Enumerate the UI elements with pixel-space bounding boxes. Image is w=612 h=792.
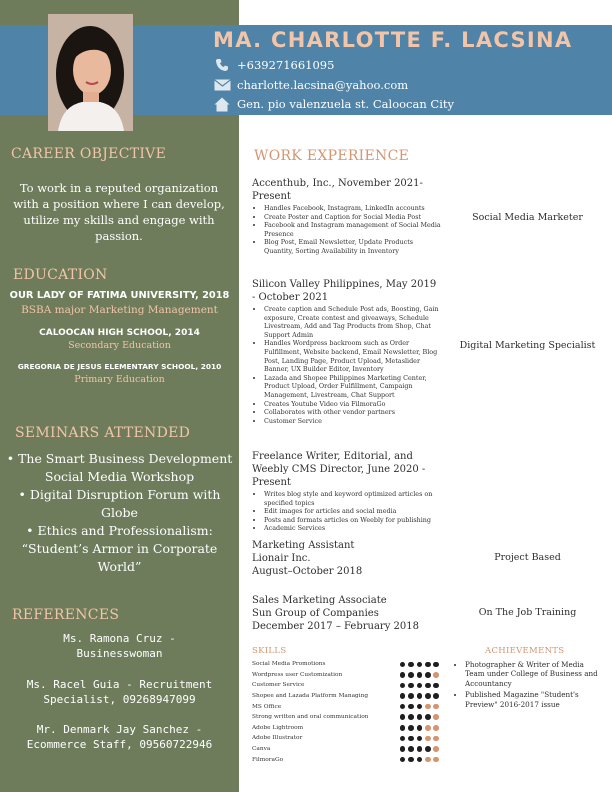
job-bullet: • Lazada and Shopee Philippines Marketing Center, Product Upload, Order Fulfillment, Campaign Management, Livestream, Chat Support xyxy=(264,374,442,400)
email-icon xyxy=(213,77,231,93)
rating-dot xyxy=(408,683,414,689)
achievement-item: • Photographer & Writer of Media Team under College of Business and Accountancy xyxy=(465,660,605,688)
job-bullet: • Facebook and Instagram management of Social Media Presence xyxy=(264,221,442,238)
job-entry xyxy=(252,594,442,633)
rating-dot xyxy=(408,672,414,678)
skills-heading: SKILLS xyxy=(252,646,287,656)
rating-dot xyxy=(400,725,406,731)
rating-dot xyxy=(408,757,414,763)
education-entry xyxy=(0,328,239,351)
job-entry xyxy=(252,177,442,256)
rating-dot xyxy=(433,683,439,689)
skills-list xyxy=(252,659,442,765)
rating-dot xyxy=(417,714,423,720)
skill-row xyxy=(252,712,442,723)
skill-row xyxy=(252,744,442,755)
degree: Secondary Education xyxy=(68,340,171,351)
job-bullet: • Creates Youtube Video via FilmoraGo xyxy=(264,400,442,409)
school-name: GREGORIA DE JESUS ELEMENTARY SCHOOL, 2010 xyxy=(17,362,222,371)
references-heading: REFERENCES xyxy=(12,607,120,623)
rating-dot xyxy=(425,672,431,678)
rating-dot xyxy=(408,704,414,710)
job-dates: December 2017 – February 2018 xyxy=(252,621,419,632)
reference-item: Ms. Racel Guia - Recruitment Specialist, 09268947099 xyxy=(26,678,213,706)
skill-rating xyxy=(400,725,439,731)
job-bullet: • Handles Wordpress backroom such as Order Fulfillment, Website backend, Email Newsletter, Blog Post, Landing Page, Product Upload, Metaslider Banner, UX Builder Editor, Inventory xyxy=(264,339,442,373)
skill-rating xyxy=(400,662,439,668)
rating-dot xyxy=(400,704,406,710)
skill-row xyxy=(252,659,442,670)
rating-dot xyxy=(417,693,423,699)
degree: BSBA major Marketing Management xyxy=(21,304,218,316)
rating-dot xyxy=(408,725,414,731)
job-bullet: • Create caption and Schedule Post ads, Boosting, Gain exposure, Create contest and giveaways, Schedule Livestream, Add and Tag Products from Shop, Chat Support Admin xyxy=(264,305,442,339)
education-entry xyxy=(0,290,239,316)
job-bullet: • Academic Services xyxy=(264,524,442,533)
skill-row xyxy=(252,733,442,744)
job-entry xyxy=(252,278,442,425)
job-entry xyxy=(252,539,442,578)
phone-icon xyxy=(213,57,231,73)
rating-dot xyxy=(408,693,414,699)
seminar-item: • Ethics and Professionalism: “Student’s Armor in Corporate World” xyxy=(21,523,218,574)
job-bullet: • Customer Service xyxy=(264,417,442,426)
rating-dot xyxy=(408,714,414,720)
rating-dot xyxy=(425,693,431,699)
job-title: Sales Marketing Associate xyxy=(252,595,387,606)
skill-rating xyxy=(400,757,439,763)
skill-row xyxy=(252,723,442,734)
job-bullet: • Handles Facebook, Instagram, LinkedIn accounts xyxy=(264,204,442,213)
rating-dot xyxy=(425,757,431,763)
rating-dot xyxy=(417,662,423,668)
skill-rating xyxy=(400,736,439,742)
phone-row xyxy=(213,56,334,74)
skill-row xyxy=(252,701,442,712)
skill-row xyxy=(252,680,442,691)
skill-rating xyxy=(400,693,439,699)
rating-dot xyxy=(425,736,431,742)
job-company: Sun Group of Companies xyxy=(252,608,379,619)
rating-dot xyxy=(433,725,439,731)
rating-dot xyxy=(433,704,439,710)
email-row xyxy=(213,76,408,94)
rating-dot xyxy=(417,746,423,752)
skill-name: Wordpress user Customization xyxy=(252,671,343,678)
skill-name: Adobe Illustrator xyxy=(252,735,303,742)
rating-dot xyxy=(408,736,414,742)
achievements-list xyxy=(455,660,605,711)
job-title: Accenthub, Inc., November 2021- Present xyxy=(252,178,423,202)
rating-dot xyxy=(400,672,406,678)
job-entry xyxy=(252,450,442,533)
skill-name: Canva xyxy=(252,746,271,753)
skill-name: Customer Service xyxy=(252,682,305,689)
seminar-item: • The Smart Business Development Social Media Workshop xyxy=(6,451,233,484)
seminar-item: • Digital Disruption Forum with Globe xyxy=(18,487,221,520)
rating-dot xyxy=(400,736,406,742)
skill-name: Social Media Promotions xyxy=(252,661,326,668)
skill-name: MS Office xyxy=(252,703,282,710)
rating-dot xyxy=(433,672,439,678)
job-role: Project Based xyxy=(494,552,561,563)
school-name: CALOOCAN HIGH SCHOOL, 2014 xyxy=(39,328,200,338)
skill-name: FilmoraGo xyxy=(252,756,284,763)
rating-dot xyxy=(400,714,406,720)
skill-row xyxy=(252,670,442,681)
job-title: Marketing Assistant xyxy=(252,540,355,551)
skill-rating xyxy=(400,704,439,710)
rating-dot xyxy=(400,693,406,699)
rating-dot xyxy=(425,725,431,731)
rating-dot xyxy=(425,714,431,720)
job-role: Social Media Marketer xyxy=(472,212,583,223)
skill-rating xyxy=(400,746,439,752)
job-role: Digital Marketing Specialist xyxy=(459,340,596,351)
job-title: Silicon Valley Philippines, May 2019 - October 2021 xyxy=(252,279,437,303)
home-icon xyxy=(213,96,231,112)
rating-dot xyxy=(417,704,423,710)
rating-dot xyxy=(425,662,431,668)
candidate-name: MA. CHARLOTTE F. LACSINA xyxy=(213,28,573,52)
rating-dot xyxy=(433,693,439,699)
job-bullet: • Writes blog style and keyword optimized articles on specified topics xyxy=(264,490,442,507)
reference-item: Mr. Denmark Jay Sanchez - Ecommerce Staff, 09560722946 xyxy=(26,723,213,751)
rating-dot xyxy=(417,757,423,763)
home-address: Gen. pio valenzuela st. Caloocan City xyxy=(237,97,455,111)
rating-dot xyxy=(425,746,431,752)
job-bullet: • Collaborates with other vendor partners xyxy=(264,408,442,417)
skill-rating xyxy=(400,683,439,689)
rating-dot xyxy=(408,746,414,752)
email-address[interactable]: charlotte.lacsina@yahoo.com xyxy=(237,78,409,92)
work-experience-heading: WORK EXPERIENCE xyxy=(254,148,410,164)
skill-name: Adobe Lightroom xyxy=(252,724,304,731)
job-title: Freelance Writer, Editorial, and Weebly CMS Director, June 2020 - Present xyxy=(252,451,426,488)
profile-photo xyxy=(48,14,133,131)
phone-number: +639271661095 xyxy=(237,58,335,72)
job-bullet: • Edit images for articles and social media xyxy=(264,507,442,516)
rating-dot xyxy=(417,736,423,742)
skill-row xyxy=(252,754,442,765)
skill-name: Shopee and Lazada Platform Managing xyxy=(252,693,369,700)
rating-dot xyxy=(408,662,414,668)
career-objective-heading: CAREER OBJECTIVE xyxy=(11,146,167,162)
skill-name: Strong written and oral communication xyxy=(252,714,369,721)
reference-item: Ms. Ramona Cruz - Businesswoman xyxy=(63,632,176,660)
rating-dot xyxy=(433,746,439,752)
career-objective-text: To work in a reputed organization with a position where I can develop, utilize my skills and engage with passion. xyxy=(13,181,225,243)
education-heading: EDUCATION xyxy=(13,267,108,283)
rating-dot xyxy=(433,714,439,720)
rating-dot xyxy=(433,736,439,742)
rating-dot xyxy=(433,757,439,763)
job-dates: August–October 2018 xyxy=(252,566,363,577)
education-entry xyxy=(0,362,239,385)
school-name: OUR LADY OF FATIMA UNIVERSITY, 2018 xyxy=(9,290,230,301)
rating-dot xyxy=(425,704,431,710)
job-bullet: • Blog Post, Email Newsletter, Update Products Quantity, Sorting Availability in Inventory xyxy=(264,238,442,255)
seminars-list xyxy=(4,450,235,576)
skill-rating xyxy=(400,714,439,720)
rating-dot xyxy=(417,683,423,689)
degree: Primary Education xyxy=(74,374,165,385)
achievements-heading: ACHIEVEMENTS xyxy=(485,646,565,656)
skill-rating xyxy=(400,672,439,678)
rating-dot xyxy=(400,683,406,689)
job-bullet: • Create Poster and Caption for Social Media Post xyxy=(264,213,442,222)
rating-dot xyxy=(425,683,431,689)
job-company: Lionair Inc. xyxy=(252,553,311,564)
rating-dot xyxy=(417,672,423,678)
skill-row xyxy=(252,691,442,702)
seminars-heading: SEMINARS ATTENDED xyxy=(15,425,191,441)
rating-dot xyxy=(433,662,439,668)
address-row xyxy=(213,95,454,113)
rating-dot xyxy=(400,757,406,763)
job-role: On The Job Training xyxy=(478,607,577,618)
rating-dot xyxy=(417,725,423,731)
rating-dot xyxy=(400,746,406,752)
job-bullet: • Posts and formats articles on Weebly for publishing xyxy=(264,516,442,525)
achievement-item: • Published Magazine "Student's Preview" 2016-2017 issue xyxy=(465,690,605,709)
rating-dot xyxy=(400,662,406,668)
